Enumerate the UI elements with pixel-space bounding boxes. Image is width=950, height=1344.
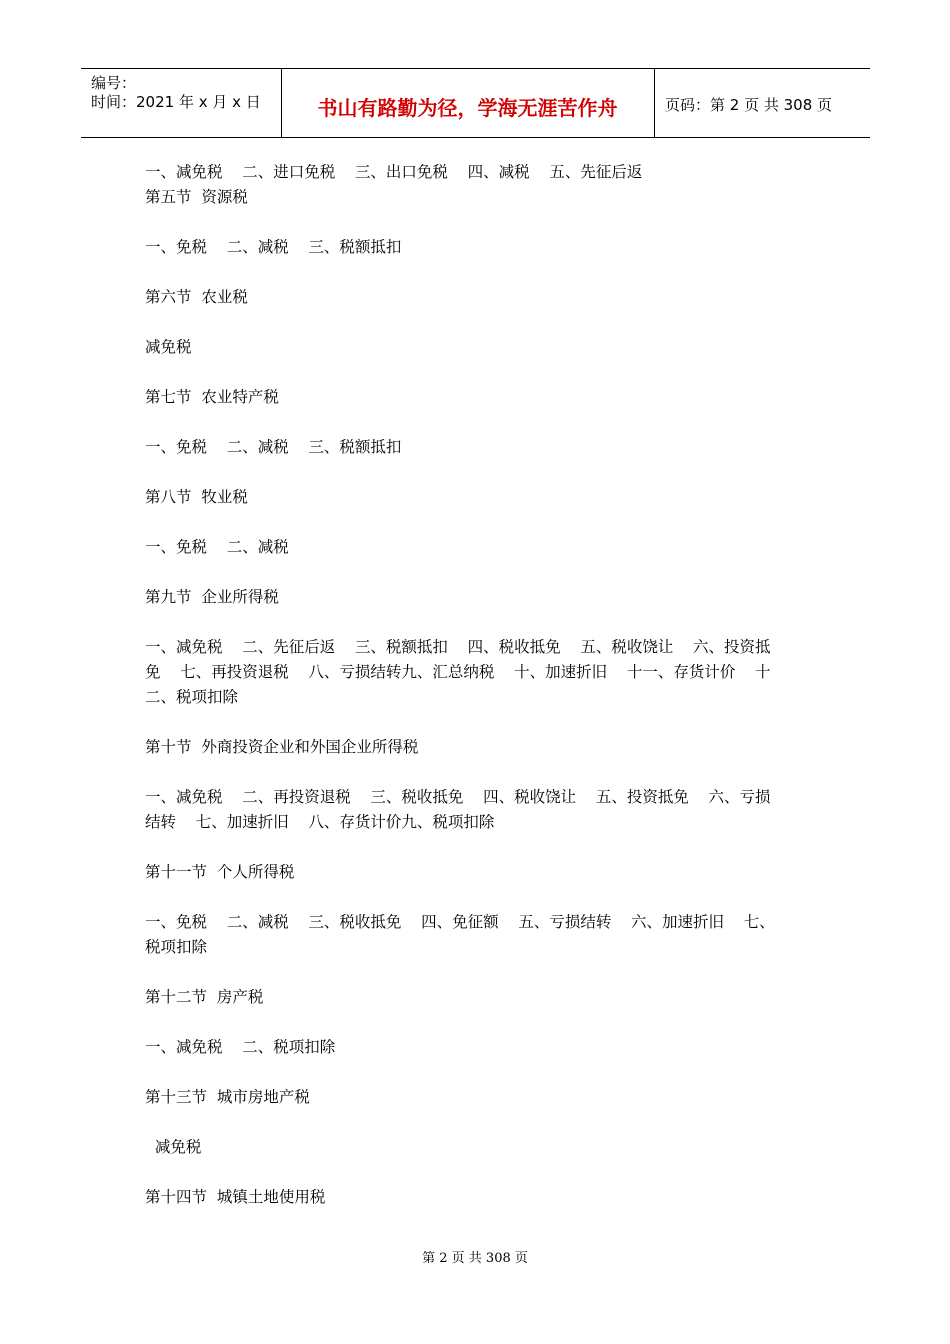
text-line: 一、减免税 二、先征后返 三、税额抵扣 四、税收抵免 五、税收饶让 六、投资抵: [145, 638, 771, 656]
section-heading: 第十一节 个人所得税: [145, 863, 295, 881]
text-line: 一、免税 二、减税 三、税额抵扣: [145, 438, 402, 456]
section-heading: 第五节 资源税: [145, 188, 248, 206]
section-heading: 第六节 农业税: [145, 288, 248, 306]
page-footer: 第 2 页 共 308 页: [422, 1251, 528, 1266]
section-heading: 第十二节 房产税: [145, 988, 264, 1006]
header-page-info: 页码：第 2 页 共 308 页: [665, 96, 833, 114]
section-heading: 第十四节 城镇土地使用税: [145, 1188, 326, 1206]
header-meta-cell: [81, 69, 282, 137]
section-heading: 第九节 企业所得税: [145, 588, 279, 606]
text-line: 一、减免税 二、进口免税 三、出口免税 四、减税 五、先征后返: [145, 163, 643, 181]
text-line: 减免税: [145, 1138, 202, 1156]
section-heading: 第十节 外商投资企业和外国企业所得税: [145, 738, 419, 756]
text-line: 一、免税 二、减税 三、税收抵免 四、免征额 五、亏损结转 六、加速折旧 七、: [145, 913, 775, 931]
text-line: 一、免税 二、减税: [145, 538, 289, 556]
header-motto: 书山有路勤为径，学海无涯苦作舟: [317, 96, 618, 120]
text-line: 结转 七、加速折旧 八、存货计价九、税项扣除: [145, 813, 495, 831]
number-label: 编号：: [91, 74, 137, 92]
text-line: 一、免税 二、减税 三、税额抵扣: [145, 238, 402, 256]
document-body: [145, 160, 815, 1210]
text-line: 减免税: [145, 338, 192, 356]
time-label: 时间：2021 年 x 月 x 日: [91, 93, 261, 111]
section-heading: 第七节 农业特产税: [145, 388, 279, 406]
header-page-cell: [655, 69, 870, 137]
document-header: [81, 68, 870, 138]
text-line: 一、减免税 二、税项扣除: [145, 1038, 336, 1056]
text-line: 税项扣除: [145, 938, 208, 956]
section-heading: 第十三节 城市房地产税: [145, 1088, 310, 1106]
text-line: 免 七、再投资退税 八、亏损结转九、汇总纳税 十、加速折旧 十一、存货计价 十: [145, 663, 771, 681]
section-heading: 第八节 牧业税: [145, 488, 248, 506]
text-line: 二、税项扣除: [145, 688, 239, 706]
text-line: 一、减免税 二、再投资退税 三、税收抵免 四、税收饶让 五、投资抵免 六、亏损: [145, 788, 771, 806]
header-motto-cell: [281, 69, 655, 137]
